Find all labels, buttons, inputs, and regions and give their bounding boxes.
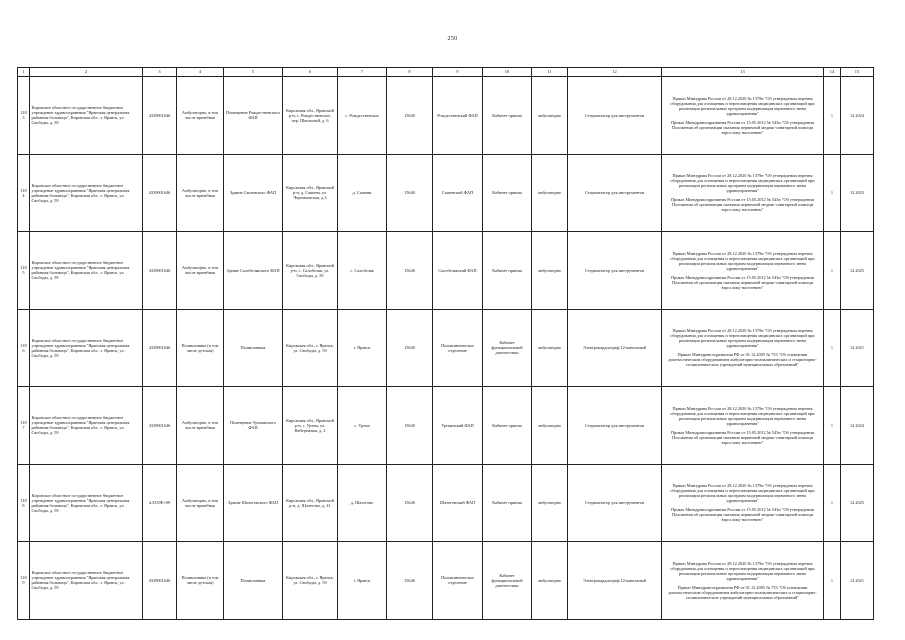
unit-cell: Помещение Уртманского ФАП	[224, 387, 283, 465]
unit-cell: Здание Сашенского ФАП	[224, 154, 283, 232]
col-header: 14	[824, 68, 841, 77]
quantity-cell: 1	[824, 542, 841, 620]
conditions-cell: амбулаторно	[532, 154, 568, 232]
col-header: 9	[433, 68, 483, 77]
code-cell: 15640	[387, 77, 433, 155]
row-number: 1186	[18, 309, 30, 387]
room-cell: Кабинет функциональной диагностики	[483, 309, 532, 387]
locality-cell: д. Сашени	[338, 154, 387, 232]
care-type-cell: Амбулаторно, в том числе врачебная	[177, 387, 224, 465]
col-header: 1	[18, 68, 30, 77]
table-row	[18, 464, 874, 542]
address-cell: Кировская обл., Яранский р-н, с. Уртма, ул. Набережная, д. 2	[283, 387, 338, 465]
regulation-cell: Приказ Минздрава России от 28.12.2020 № 1379н "Об утверждении перечня оборудования для оснащения и переоснащения медицинских организаций при реализации региональных программ модернизации первичного звена здравоохранения" Приказ Минздравсоцразвития России от 15.05.2012 № 543н "Об утверждении Положения об организации оказания первичной медико-санитарной помощи взрослому населению"	[662, 387, 824, 465]
table-row	[18, 387, 874, 465]
date-cell: 12.2025	[841, 464, 874, 542]
equipment-cell: Стерилизатор для инструментов	[568, 387, 662, 465]
inn-cell: 4339001646	[143, 542, 177, 620]
conditions-cell: амбулаторно	[532, 387, 568, 465]
equipment-cell: Стерилизатор для инструментов	[568, 77, 662, 155]
care-type-cell: Амбулаторно, в том числе врачебная	[177, 77, 224, 155]
quantity-cell: 1	[824, 464, 841, 542]
regulation-cell: Приказ Минздрава России от 28.12.2020 № 1379н "Об утверждении перечня оборудования для оснащения и переоснащения медицинских организаций при реализации региональных программ модернизации первичного звена здравоохранения" Приказ Минздравсоцразвития России от 15.05.2012 № 543н "Об утверждении Положения об организации оказания первичной медико-санитарной помощи взрослому населению"	[662, 154, 824, 232]
col-header: 7	[338, 68, 387, 77]
inn-cell: 4339001646	[143, 232, 177, 310]
locality-cell: с. Уртма	[338, 387, 387, 465]
conditions-cell: амбулаторно	[532, 542, 568, 620]
department-cell: Уртманский ФАП	[433, 387, 483, 465]
department-cell: Поликлиническое отделение	[433, 542, 483, 620]
inn-cell: 4339001646	[143, 154, 177, 232]
inn-cell: 4,3339E+09	[143, 464, 177, 542]
equipment-cell: Стерилизатор для инструментов	[568, 464, 662, 542]
address-cell: Кировская обл., Яранский р-н, с. Рождественское, пер. Школьный, д. 6	[283, 77, 338, 155]
equipment-table	[17, 67, 874, 620]
locality-cell: г. Яранск	[338, 542, 387, 620]
address-cell: Кировская обл., Яранский р-н, д. Шалегово, д. 41	[283, 464, 338, 542]
care-type-cell: Поликлиника (в том числе детская)	[177, 542, 224, 620]
department-cell: Салобелякский ФАП	[433, 232, 483, 310]
department-cell: Сашенский ФАП	[433, 154, 483, 232]
conditions-cell: амбулаторно	[532, 77, 568, 155]
room-cell: Кабинет функциональной диагностики	[483, 542, 532, 620]
inn-cell: 4339001646	[143, 77, 177, 155]
col-header: 4	[177, 68, 224, 77]
care-type-cell: Поликлиника (в том числе детская)	[177, 309, 224, 387]
care-type-cell: Амбулаторно, в том числе врачебная	[177, 232, 224, 310]
regulation-cell: Приказ Минздрава России от 28.12.2020 № 1379н "Об утверждении перечня оборудования для оснащения и переоснащения медицинских организаций при реализации региональных программ модернизации первичного звена здравоохранения" Приказ Минздравсоцразвития РФ от 01.12.2005 № 753 "Об оснащении диагностическим оборудованием амбулаторно-поликлинических и стационарно-поликлинических учреждений муниципальных образований"	[662, 542, 824, 620]
row-number: 1184	[18, 154, 30, 232]
organization-cell: Кировское областное государственное бюджетное учреждение здравоохранения "Яранская центральная районная больница", Кировская обл., г. Яранск, ул. Свободы, д. 59	[30, 387, 143, 465]
date-cell: 12.2024	[841, 387, 874, 465]
room-cell: Кабинет приема	[483, 464, 532, 542]
regulation-cell: Приказ Минздрава России от 28.12.2020 № 1379н "Об утверждении перечня оборудования для оснащения и переоснащения медицинских организаций при реализации региональных программ модернизации первичного звена здравоохранения" Приказ Минздравсоцразвития РФ от 01.12.2005 № 753 "Об оснащении диагностическим оборудованием амбулаторно-поликлинических и стационарно-поликлинических учреждений муниципальных образований"	[662, 309, 824, 387]
row-number: 1185	[18, 232, 30, 310]
date-cell: 12.2024	[841, 77, 874, 155]
equipment-cell: Электрокардиограф 12-канальный	[568, 542, 662, 620]
col-header: 6	[283, 68, 338, 77]
date-cell: 12.2025	[841, 232, 874, 310]
col-header: 13	[662, 68, 824, 77]
address-cell: Кировская обл., г. Яранск, ул. Свободы, д. 59	[283, 542, 338, 620]
col-header: 11	[532, 68, 568, 77]
date-cell: 12.2021	[841, 542, 874, 620]
equipment-cell: Стерилизатор для инструментов	[568, 232, 662, 310]
col-header: 8	[387, 68, 433, 77]
department-cell: Рождественский ФАП	[433, 77, 483, 155]
table-body	[18, 77, 874, 620]
code-cell: 15640	[387, 309, 433, 387]
organization-cell: Кировское областное государственное бюджетное учреждение здравоохранения "Яранская центральная районная больница", Кировская обл., г. Яранск, ул. Свободы, д. 59	[30, 309, 143, 387]
care-type-cell: Амбулаторно, в том числе врачебная	[177, 464, 224, 542]
care-type-cell: Амбулаторно, в том числе врачебная	[177, 154, 224, 232]
regulation-cell: Приказ Минздрава России от 28.12.2020 № 1379н "Об утверждении перечня оборудования для оснащения и переоснащения медицинских организаций при реализации региональных программ модернизации первичного звена здравоохранения" Приказ Минздравсоцразвития России от 15.05.2012 № 543н "Об утверждении Положения об организации оказания первичной медико-санитарной помощи взрослому населению"	[662, 464, 824, 542]
equipment-cell: Электрокардиограф 12-канальный	[568, 309, 662, 387]
col-header: 10	[483, 68, 532, 77]
unit-cell: Поликлиника	[224, 542, 283, 620]
quantity-cell: 1	[824, 309, 841, 387]
department-cell: Шалеговский ФАП	[433, 464, 483, 542]
unit-cell: Здание Шалеговского ФАП	[224, 464, 283, 542]
col-header: 12	[568, 68, 662, 77]
regulation-cell: Приказ Минздрава России от 28.12.2020 № 1379н "Об утверждении перечня оборудования для оснащения и переоснащения медицинских организаций при реализации региональных программ модернизации первичного звена здравоохранения" Приказ Минздравсоцразвития России от 15.05.2012 № 543н "Об утверждении Положения об организации оказания первичной медико-санитарной помощи взрослому населению"	[662, 232, 824, 310]
col-header: 5	[224, 68, 283, 77]
quantity-cell: 1	[824, 154, 841, 232]
col-header: 2	[30, 68, 143, 77]
address-cell: Кировская обл., Яранский р-н, с. Салобеляк, ул. Свободы, д. 59	[283, 232, 338, 310]
quantity-cell: 1	[824, 77, 841, 155]
department-cell: Поликлиническое отделение	[433, 309, 483, 387]
room-cell: Кабинет приема	[483, 232, 532, 310]
code-cell: 15640	[387, 542, 433, 620]
equipment-cell: Стерилизатор для инструментов	[568, 154, 662, 232]
date-cell: 12.2025	[841, 154, 874, 232]
conditions-cell: амбулаторно	[532, 309, 568, 387]
room-cell: Кабинет приема	[483, 387, 532, 465]
table-row	[18, 77, 874, 155]
col-header: 3	[143, 68, 177, 77]
col-header: 15	[841, 68, 874, 77]
inn-cell: 4339001646	[143, 309, 177, 387]
code-cell: 15640	[387, 154, 433, 232]
organization-cell: Кировское областное государственное бюджетное учреждение здравоохранения "Яранская центральная районная больница", Кировская обл., г. Яранск, ул. Свободы, д. 59	[30, 77, 143, 155]
table-row	[18, 542, 874, 620]
code-cell: 15640	[387, 387, 433, 465]
inn-cell: 4339001646	[143, 387, 177, 465]
room-cell: Кабинет приема	[483, 77, 532, 155]
address-cell: Кировская обл., Яранский р-н, д. Сашени, ул. Черемховская, д.3	[283, 154, 338, 232]
locality-cell: г. Яранск	[338, 309, 387, 387]
unit-cell: Здание Салобелякского ФАП	[224, 232, 283, 310]
table-row	[18, 154, 874, 232]
unit-cell: Помещение Рождественского ФАП	[224, 77, 283, 155]
locality-cell: д. Шалегово	[338, 464, 387, 542]
quantity-cell: 1	[824, 387, 841, 465]
row-number: 1187	[18, 387, 30, 465]
locality-cell: с. Салобеляк	[338, 232, 387, 310]
code-cell: 15640	[387, 232, 433, 310]
organization-cell: Кировское областное государственное бюджетное учреждение здравоохранения "Яранская центральная районная больница", Кировская обл., г. Яранск, ул. Свободы, д. 59	[30, 464, 143, 542]
organization-cell: Кировское областное государственное бюджетное учреждение здравоохранения "Яранская центральная районная больница", Кировская обл., г. Яранск, ул. Свободы, д. 59	[30, 542, 143, 620]
page-number: 250	[447, 36, 458, 42]
address-cell: Кировская обл., г. Яранск, ул. Свободы, д. 59	[283, 309, 338, 387]
table-row	[18, 309, 874, 387]
room-cell: Кабинет приема	[483, 154, 532, 232]
row-number: 1188	[18, 464, 30, 542]
quantity-cell: 1	[824, 232, 841, 310]
table-row	[18, 232, 874, 310]
column-header-row	[18, 68, 874, 77]
row-number: 1189	[18, 542, 30, 620]
date-cell: 12.2021	[841, 309, 874, 387]
organization-cell: Кировское областное государственное бюджетное учреждение здравоохранения "Яранская центральная районная больница", Кировская обл., г. Яранск, ул. Свободы, д. 59	[30, 232, 143, 310]
organization-cell: Кировское областное государственное бюджетное учреждение здравоохранения "Яранская центральная районная больница", Кировская обл., г. Яранск, ул. Свободы, д. 59	[30, 154, 143, 232]
locality-cell: с. Рождественское	[338, 77, 387, 155]
unit-cell: Поликлиника	[224, 309, 283, 387]
row-number: 1183	[18, 77, 30, 155]
regulation-cell: Приказ Минздрава России от 28.12.2020 № 1379н "Об утверждении перечня оборудования для оснащения и переоснащения медицинских организаций при реализации региональных программ модернизации первичного звена здравоохранения" Приказ Минздравсоцразвития России от 15.05.2012 № 543н "Об утверждении Положения об организации оказания первичной медико-санитарной помощи взрослому населению"	[662, 77, 824, 155]
conditions-cell: амбулаторно	[532, 232, 568, 310]
code-cell: 15640	[387, 464, 433, 542]
conditions-cell: амбулаторно	[532, 464, 568, 542]
